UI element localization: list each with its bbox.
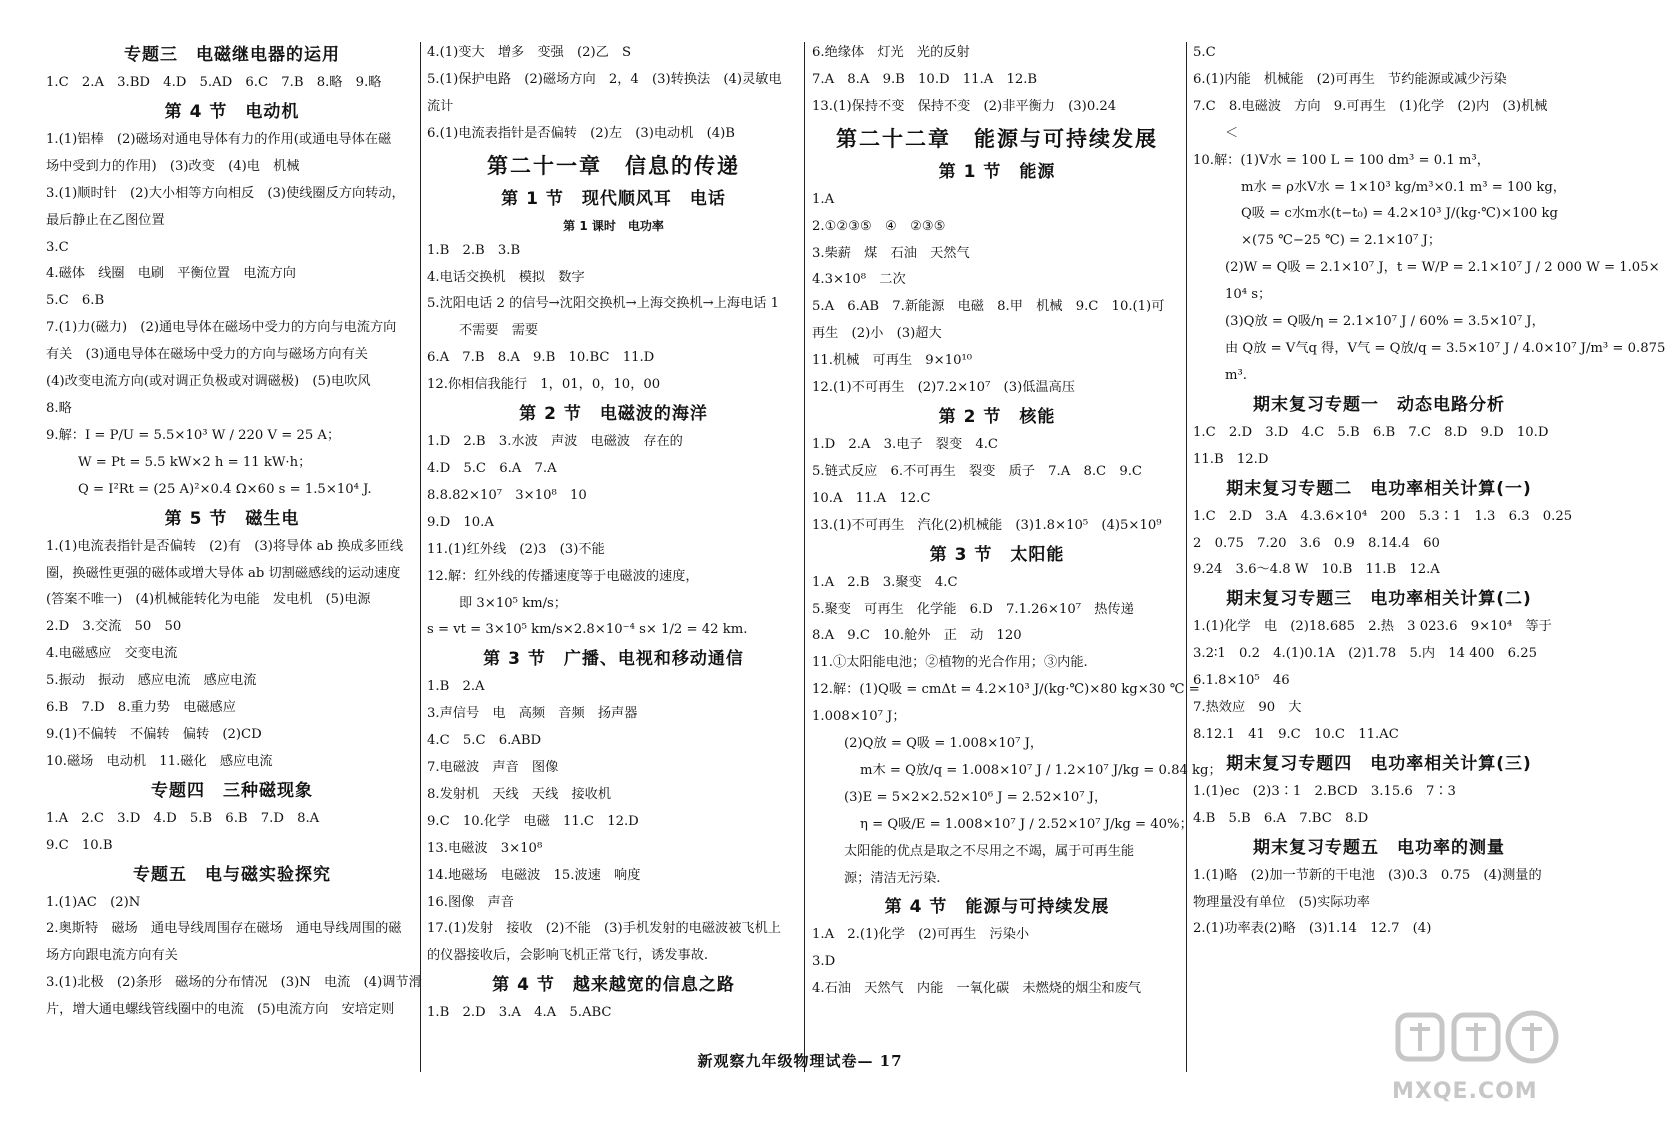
answer-line: 4.D 5.C 6.A 7.A xyxy=(427,460,557,476)
answer-line: 即 3×10⁵ km/s； xyxy=(459,595,567,611)
answer-line: ＜ xyxy=(1225,125,1239,141)
answer-line: 3.柴薪 煤 石油 天然气 xyxy=(812,245,970,261)
answer-line: Q = I²Rt = (25 A)²×0.4 Ω×60 s = 1.5×10⁴ J. xyxy=(78,481,372,497)
answer-line: 1.D 2.B 3.水波 声波 电磁波 存在的 xyxy=(427,434,683,450)
answer-line: 3.(1)北极 (2)条形 磁场的分布情况 (3)N 电流 (4)调节滑 xyxy=(46,975,422,991)
section-heading: 期末复习专题五 电功率的测量 xyxy=(1253,837,1505,858)
answer-line: 10.A 11.A 12.C xyxy=(812,490,931,506)
watermark-icon xyxy=(1390,1005,1570,1085)
answer-line: 1.B 2.A xyxy=(427,679,485,695)
answer-line: 4.电话交换机 模拟 数字 xyxy=(427,269,585,285)
section-heading: 第 4 节 电动机 xyxy=(164,101,300,122)
answer-line: 流计 xyxy=(427,98,454,114)
answer-line: 再生 (2)小 (3)超大 xyxy=(812,326,942,342)
lesson-heading: 第 1 课时 电功率 xyxy=(563,218,664,233)
answer-line: 1.008×10⁷ J； xyxy=(812,709,906,725)
answer-line: 2.(1)功率表(2)略 (3)1.14 12.7 (4) xyxy=(1193,921,1432,937)
answer-line: 5.聚变 可再生 化学能 6.D 7.1.26×10⁷ 热传递 xyxy=(812,601,1134,617)
answer-line: 1.B 2.B 3.B xyxy=(427,242,521,258)
answer-line: 13.电磁波 3×10⁸ xyxy=(427,840,543,856)
answer-line: 10.磁场 电动机 11.磁化 感应电流 xyxy=(46,753,273,769)
answer-line: 4.石油 天然气 内能 一氧化碳 未燃烧的烟尘和废气 xyxy=(812,981,1142,997)
column-divider xyxy=(420,42,421,1072)
answer-line: 1.A xyxy=(812,191,835,207)
formula-line: η = Q吸/E = 1.008×10⁷ J / 2.52×10⁷ J/kg = 40%； xyxy=(860,816,1193,832)
answer-line: 9.解：I = P/U = 5.5×10³ W / 220 V = 25 A； xyxy=(46,427,341,443)
column-divider xyxy=(804,42,805,1072)
answer-line: 3.2∶1 0.2 4.(1)0.1A (2)1.78 5.内 14 400 6.25 xyxy=(1193,646,1537,662)
answer-line: (3)Q放 = Q吸/η = 2.1×10⁷ J / 60% = 3.5×10⁷ J， xyxy=(1225,314,1545,330)
watermark-logo xyxy=(1390,1005,1570,1110)
answer-line: 1.C 2.A 3.BD 4.D 5.AD 6.C 7.B 8.略 9.略 xyxy=(46,75,382,90)
section-heading: 第 2 节 核能 xyxy=(938,406,1056,427)
answer-line: 5.C xyxy=(1193,45,1216,60)
answer-line: 5.链式反应 6.不可再生 裂变 质子 7.A 8.C 9.C xyxy=(812,463,1142,479)
answer-line: (2)Q放 = Q吸 = 1.008×10⁷ J， xyxy=(844,736,1044,752)
answer-line: 1.(1)ec (2)3∶1 2.BCD 3.15.6 7∶3 xyxy=(1193,783,1456,799)
answer-line: 2.①②③⑤ ④ ②③⑤ xyxy=(812,218,946,234)
answer-line: 12.解：(1)Q吸 = cmΔt = 4.2×10³ J/(kg·℃)×80 kg×30 ℃ = xyxy=(812,682,1200,698)
section-heading: 第 1 节 能源 xyxy=(938,161,1056,182)
watermark-text: MXQE.COM xyxy=(1392,1079,1538,1104)
answer-line: 7.(1)力(磁力) (2)通电导体在磁场中受力的方向与电流方向 xyxy=(46,320,397,336)
answer-line: 16.图像 声音 xyxy=(427,894,514,910)
answer-line: 的仪器接收后，会影响飞机正常飞行，诱发事故. xyxy=(427,948,709,964)
section-heading: 第 4 节 能源与可持续发展 xyxy=(884,897,1110,918)
answer-line: 9.24 3.6～4.8 W 10.B 11.B 12.A xyxy=(1193,562,1440,578)
answer-line: 10.解：(1)V水 = 100 L = 100 dm³ = 0.1 m³， xyxy=(1193,152,1490,168)
answer-line: 1.A 2.B 3.聚变 4.C xyxy=(812,574,958,590)
answer-line: 3.D xyxy=(812,954,836,970)
answer-line: 最后静止在乙图位置 xyxy=(46,212,165,228)
chapter-heading: 第二十二章 能源与可持续发展 xyxy=(836,126,1158,151)
answer-line: 7.C 8.电磁波 方向 9.可再生 (1)化学 (2)内 (3)机械 xyxy=(1193,98,1548,114)
answer-line: 6.1.8×10⁵ 46 xyxy=(1193,673,1290,689)
section-heading: 第 4 节 越来越宽的信息之路 xyxy=(492,975,735,996)
answer-line: 1.(1)AC (2)N xyxy=(46,894,141,910)
column-1 xyxy=(46,40,422,1072)
answer-line: 4.C 5.C 6.ABD xyxy=(427,733,542,749)
answer-line: 4.B 5.B 6.A 7.BC 8.D xyxy=(1193,810,1369,826)
answer-line: 8.12.1 41 9.C 10.C 11.AC xyxy=(1193,726,1399,742)
answer-line: 1.A 2.C 3.D 4.D 5.B 6.B 7.D 8.A xyxy=(46,810,320,826)
formula-line: ×(75 ℃−25 ℃) = 2.1×10⁷ J； xyxy=(1241,233,1442,249)
answer-line: 5.(1)保护电路 (2)磁场方向 2，4 (3)转换法 (4)灵敏电 xyxy=(427,71,782,87)
section-heading: 期末复习专题二 电功率相关计算(一) xyxy=(1226,478,1532,499)
answer-line: 8.略 xyxy=(46,400,72,416)
column-divider xyxy=(1186,42,1187,1072)
section-heading: 第 5 节 磁生电 xyxy=(164,508,300,529)
answer-line: 12.你相信我能行 1，01，0，10，00 xyxy=(427,377,661,393)
answer-line: 12.解：红外线的传播速度等于电磁波的速度， xyxy=(427,568,699,584)
answer-line: 9.(1)不偏转 不偏转 偏转 (2)CD xyxy=(46,726,262,742)
answer-line: 4.磁体 线圈 电刷 平衡位置 电流方向 xyxy=(46,266,296,282)
answer-line: 圈，换磁性更强的磁体或增大导体 ab 切割磁感线的运动速度 xyxy=(46,565,401,581)
answer-line: 场中受到力的作用) (3)改变 (4)电 机械 xyxy=(46,158,300,174)
answer-line: 1.D 2.A 3.电子 裂变 4.C xyxy=(812,436,999,452)
section-heading: 第 3 节 太阳能 xyxy=(929,544,1065,565)
answer-line: 2.奥斯特 磁场 通电导线周围存在磁场 通电导线周围的磁 xyxy=(46,921,402,937)
answer-line: 6.A 7.B 8.A 9.B 10.BC 11.D xyxy=(427,350,655,366)
answer-line: 10⁴ s； xyxy=(1225,287,1272,303)
column-2 xyxy=(427,40,800,1072)
chapter-heading: 第二十一章 信息的传递 xyxy=(487,153,740,178)
answer-line: 1.C 2.D 3.D 4.C 5.B 6.B 7.C 8.D 9.D 10.D xyxy=(1193,424,1549,440)
answer-line: 13.(1)保持不变 保持不变 (2)非平衡力 (3)0.24 xyxy=(812,98,1117,114)
answer-line: s = vt = 3×10⁵ km/s×2.8×10⁻⁴ s× 1/2 = 42 km. xyxy=(427,622,748,638)
answer-line: (2)W = Q吸 = 2.1×10⁷ J，t = W/P = 2.1×10⁷ J / 2 000 W = 1.05× xyxy=(1225,260,1660,276)
answer-line: 6.绝缘体 灯光 光的反射 xyxy=(812,45,970,60)
answer-line: 物理量没有单位 (5)实际功率 xyxy=(1193,894,1370,910)
answer-line: 场方向跟电流方向有关 xyxy=(46,948,178,964)
answer-line: 8.A 9.C 10.舱外 正 动 120 xyxy=(812,628,1022,644)
answer-line: 1.C 2.D 3.A 4.3.6×10⁴ 200 5.3∶1 1.3 6.3 0.25 xyxy=(1193,508,1573,524)
answer-line: 1.B 2.D 3.A 4.A 5.ABC xyxy=(427,1005,612,1021)
answer-line: 11.B 12.D xyxy=(1193,451,1269,467)
answer-line: 6.(1)电流表指针是否偏转 (2)左 (3)电动机 (4)B xyxy=(427,125,735,141)
answer-line: 5.C 6.B xyxy=(46,293,105,309)
answer-line: m³. xyxy=(1225,367,1247,383)
answer-line: 7.热效应 90 大 xyxy=(1193,700,1302,716)
answer-line: 3.声信号 电 高频 音频 扬声器 xyxy=(427,706,638,722)
answer-line: 13.(1)不可再生 汽化(2)机械能 (3)1.8×10⁵ (4)5×10⁹ xyxy=(812,517,1162,533)
section-heading: 期末复习专题四 电功率相关计算(三) xyxy=(1226,753,1532,774)
answer-line: 6.B 7.D 8.重力势 电磁感应 xyxy=(46,700,236,716)
section-heading: 第 3 节 广播、电视和移动通信 xyxy=(483,649,744,670)
answer-line: 1.(1)电流表指针是否偏转 (2)有 (3)将导体 ab 换成多匝线 xyxy=(46,538,404,554)
answer-line: 11.①太阳能电池；②植物的光合作用；③内能. xyxy=(812,655,1088,671)
answer-line: (4)改变电流方向(或对调正负极或对调磁极) (5)电吹风 xyxy=(46,374,371,390)
answer-line: 太阳能的优点是取之不尽用之不竭，属于可再生能 xyxy=(844,843,1135,859)
answer-line: 2.D 3.交流 50 50 xyxy=(46,619,182,635)
answer-line: 9.D 10.A xyxy=(427,514,494,530)
answer-line: 8.8.82×10⁷ 3×10⁸ 10 xyxy=(427,487,587,503)
formula-line: m木 = Q放/q = 1.008×10⁷ J / 1.2×10⁷ J/kg = 0.84 kg； xyxy=(860,762,1222,778)
answer-line: 5.A 6.AB 7.新能源 电磁 8.甲 机械 9.C 10.(1)可 xyxy=(812,299,1165,315)
answer-line: 3.C xyxy=(46,239,69,255)
answer-line: 14.地磁场 电磁波 15.波速 响度 xyxy=(427,867,641,883)
answer-line: 4.电磁感应 交变电流 xyxy=(46,646,178,662)
answer-line: 7.A 8.A 9.B 10.D 11.A 12.B xyxy=(812,71,1038,87)
answer-line: 7.电磁波 声音 图像 xyxy=(427,760,559,776)
answer-line: 8.发射机 天线 天线 接收机 xyxy=(427,786,612,802)
answer-line: 5.振动 振动 感应电流 感应电流 xyxy=(46,673,257,689)
answer-line: 1.(1)略 (2)加一节新的干电池 (3)0.3 0.75 (4)测量的 xyxy=(1193,867,1542,883)
answer-line: 有关 (3)通电导体在磁场中受力的方向与磁场方向有关 xyxy=(46,347,368,363)
answer-line: 不需要 需要 xyxy=(459,323,539,339)
answer-line: (3)E = 5×2×2.52×10⁶ J = 2.52×10⁷ J， xyxy=(844,789,1108,805)
answer-line: 9.C 10.B xyxy=(46,837,113,853)
answer-line: 1.(1)化学 电 (2)18.685 2.热 3 023.6 9×10⁴ 等于 xyxy=(1193,619,1552,635)
answer-line: 2 0.75 7.20 3.6 0.9 8.14.4 60 xyxy=(1193,535,1440,551)
answer-line: 12.(1)不可再生 (2)7.2×10⁷ (3)低温高压 xyxy=(812,380,1075,396)
formula-line: Q吸 = c水m水(t−t₀) = 4.2×10³ J/(kg·℃)×100 kg xyxy=(1241,206,1558,222)
answer-line: 11.(1)红外线 (2)3 (3)不能 xyxy=(427,541,605,557)
answer-line: 由 Q放 = V气q 得，V气 = Q放/q = 3.5×10⁷ J / 4.0×10⁷ J/m³ = 0.875 xyxy=(1225,340,1665,356)
section-heading: 第 2 节 电磁波的海洋 xyxy=(519,404,708,425)
answer-line: (答案不唯一) (4)机械能转化为电能 发电机 (5)电源 xyxy=(46,592,371,608)
answer-line: 1.(1)铝棒 (2)磁场对通电导体有力的作用(或通电导体在磁 xyxy=(46,131,392,147)
formula-line: m水 = ρ水V水 = 1×10³ kg/m³×0.1 m³ = 100 kg， xyxy=(1241,179,1566,195)
answer-line: 4.(1)变大 增多 变强 (2)乙 S xyxy=(427,45,632,60)
answer-line: 9.C 10.化学 电磁 11.C 12.D xyxy=(427,813,639,829)
answer-line: 4.3×10⁸ 二次 xyxy=(812,272,906,288)
answer-line: 片，增大通电螺线管线圈中的电流 (5)电流方向 安培定则 xyxy=(46,1002,395,1018)
section-heading: 专题四 三种磁现象 xyxy=(151,780,313,801)
answer-line: 源；清洁无污染. xyxy=(844,870,941,886)
section-heading: 专题五 电与磁实验探究 xyxy=(133,864,331,885)
answer-line: 1.A 2.(1)化学 (2)可再生 污染小 xyxy=(812,927,1030,943)
page-footer: 新观察九年级物理试卷— 17 xyxy=(697,1052,903,1070)
section-heading: 期末复习专题三 电功率相关计算(二) xyxy=(1226,589,1532,610)
answer-line: W = Pt = 5.5 kW×2 h = 11 kW·h； xyxy=(78,454,312,470)
section-heading: 专题三 电磁继电器的运用 xyxy=(124,45,340,65)
answer-line: 3.(1)顺时针 (2)大小相等方向相反 (3)使线圈反方向转动， xyxy=(46,185,405,201)
section-heading: 第 1 节 现代顺风耳 电话 xyxy=(501,188,726,209)
answer-line: 17.(1)发射 接收 (2)不能 (3)手机发射的电磁波被飞机上 xyxy=(427,921,781,937)
answer-line: 6.(1)内能 机械能 (2)可再生 节约能源或减少污染 xyxy=(1193,71,1507,87)
answer-line: 11.机械 可再生 9×10¹⁰ xyxy=(812,353,973,369)
section-heading: 期末复习专题一 动态电路分析 xyxy=(1253,394,1505,415)
column-4 xyxy=(1193,40,1665,1072)
answer-line: 5.沈阳电话 2 的信号→沈阳交换机→上海交换机→上海电话 1 xyxy=(427,296,780,312)
